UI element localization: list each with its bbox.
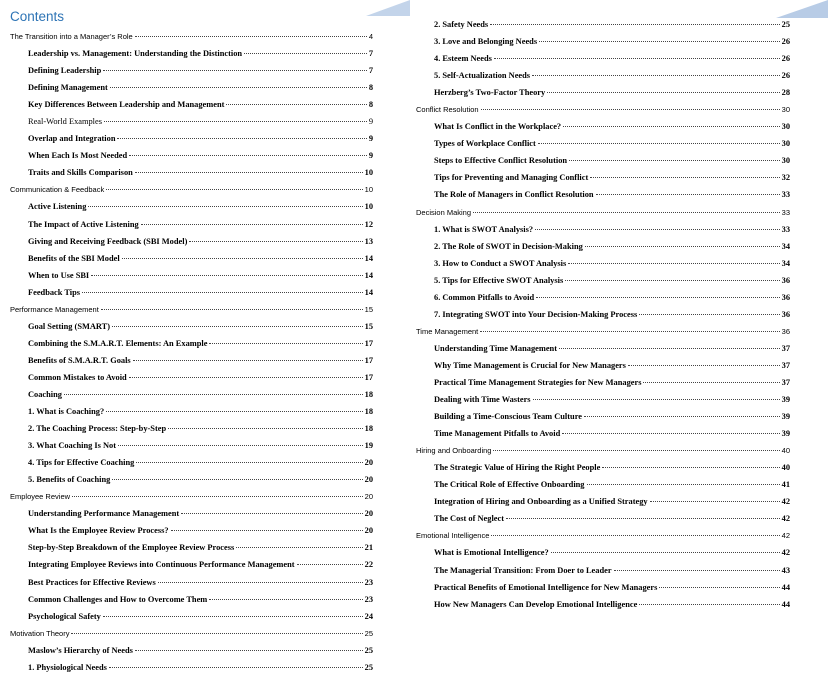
toc-page-number: 26 [781, 37, 790, 47]
toc-page-left [0, 0, 414, 672]
toc-entry-title: Traits and Skills Comparison [28, 168, 133, 178]
toc-entry-title: Conflict Resolution [416, 105, 479, 115]
toc-page-right [414, 0, 828, 609]
toc-section-entry[interactable] [416, 84, 790, 101]
dot-leader [158, 582, 363, 583]
toc-page-number: 9 [368, 134, 373, 144]
toc-entry-title: The Critical Role of Effective Onboarding [434, 480, 585, 490]
dot-leader [141, 224, 363, 225]
toc-page-number: 10 [364, 202, 373, 212]
toc-page-number: 20 [364, 526, 373, 536]
toc-entry-title: Why Time Management is Crucial for New Managers [434, 360, 626, 370]
toc-page-number: 40 [781, 463, 790, 473]
toc-page-number: 36 [781, 292, 790, 302]
toc-page-number: 20 [364, 475, 373, 485]
dot-leader [473, 212, 780, 213]
dot-leader [559, 348, 780, 349]
dot-leader [639, 604, 779, 605]
toc-entry-title: Active Listening [28, 202, 87, 212]
dot-leader [117, 138, 366, 139]
dot-leader [533, 399, 780, 400]
dot-leader [109, 667, 363, 668]
toc-entry-title: Key Differences Between Leadership and Management [28, 100, 225, 110]
dot-leader [297, 564, 363, 565]
toc-list-left [10, 28, 373, 676]
toc-page-number: 24 [364, 611, 373, 621]
toc-entry-title: Types of Workplace Conflict [434, 139, 536, 149]
toc-page-number: 33 [781, 224, 790, 234]
toc-entry-title: What is Emotional Intelligence? [434, 548, 549, 558]
toc-entry-title: Benefits of the SBI Model [28, 253, 120, 263]
toc-page-number: 36 [781, 309, 790, 319]
toc-section-entry[interactable] [416, 118, 790, 135]
toc-entry-title: Leadership vs. Management: Understanding the Distinction [28, 49, 243, 59]
toc-section-entry[interactable] [10, 556, 373, 573]
dot-leader [103, 70, 367, 71]
toc-section-entry[interactable] [10, 233, 373, 250]
dot-leader [551, 552, 780, 553]
toc-entry-title: Understanding Performance Management [28, 509, 180, 519]
toc-section-entry[interactable] [10, 96, 373, 113]
dot-leader [602, 467, 779, 468]
dot-leader [171, 530, 363, 531]
toc-entry-title: Herzberg’s Two-Factor Theory [434, 88, 546, 98]
dot-leader [106, 189, 362, 190]
toc-page-number: 9 [368, 151, 373, 161]
toc-entry-title: 3. How to Conduct a SWOT Analysis [434, 258, 567, 268]
toc-page-number: 19 [364, 441, 373, 451]
toc-entry-title: 2. Safety Needs [434, 20, 489, 29]
toc-entry-title: Goal Setting (SMART) [28, 321, 111, 331]
toc-page-number: 12 [364, 219, 373, 229]
toc-page-number: 14 [364, 270, 373, 280]
dot-leader [562, 433, 779, 434]
toc-page-number: 32 [781, 173, 790, 183]
toc-entry-title: Tips for Preventing and Managing Conflict [434, 173, 589, 183]
toc-page-number: 18 [364, 407, 373, 417]
toc-section-entry[interactable] [416, 476, 790, 493]
dot-leader [584, 416, 780, 417]
toc-chapter-entry[interactable] [10, 625, 373, 642]
toc-page-number: 8 [368, 100, 373, 110]
dot-leader [568, 263, 779, 264]
toc-entry-title: 1. What is Coaching? [28, 407, 105, 417]
dot-leader [532, 75, 780, 76]
toc-section-entry[interactable] [10, 659, 373, 676]
toc-page-number: 9 [368, 117, 373, 127]
toc-section-entry[interactable] [416, 306, 790, 323]
toc-section-entry[interactable] [10, 369, 373, 386]
dot-leader [643, 382, 779, 383]
toc-page-number: 36 [781, 326, 790, 336]
toc-section-entry[interactable] [10, 352, 373, 369]
toc-entry-title: Feedback Tips [28, 287, 81, 297]
dot-leader [136, 462, 362, 463]
toc-entry-title: Practical Benefits of Emotional Intelligence for New Managers [434, 582, 658, 592]
toc-section-entry[interactable] [416, 255, 790, 272]
dot-leader [135, 650, 363, 651]
dot-leader [659, 587, 779, 588]
toc-section-entry[interactable] [10, 454, 373, 471]
toc-section-entry[interactable] [10, 642, 373, 659]
toc-entry-title: Performance Management [10, 304, 99, 314]
toc-chapter-entry[interactable] [10, 28, 373, 45]
toc-entry-title: Maslow’s Hierarchy of Needs [28, 645, 133, 655]
dot-leader [480, 331, 779, 332]
toc-entry-title: Combining the S.M.A.R.T. Elements: An Example [28, 338, 208, 348]
toc-page-number: 30 [781, 139, 790, 149]
toc-section-entry[interactable] [10, 574, 373, 591]
toc-entry-title: What Is the Employee Review Process? [28, 526, 169, 536]
toc-section-entry[interactable] [416, 493, 790, 510]
toc-entry-title: Motivation Theory [10, 628, 70, 638]
dot-leader [493, 450, 779, 451]
toc-page-number: 37 [781, 360, 790, 370]
dot-leader [129, 377, 363, 378]
dot-leader [118, 445, 363, 446]
dot-leader [135, 36, 367, 37]
toc-page-number: 7 [368, 66, 373, 76]
toc-entry-title: Decision Making [416, 207, 472, 217]
toc-section-entry[interactable] [10, 45, 373, 62]
dot-leader [563, 126, 780, 127]
toc-section-entry[interactable] [416, 357, 790, 374]
toc-section-entry[interactable] [10, 420, 373, 437]
toc-entry-title: 4. Esteem Needs [434, 54, 492, 64]
toc-page-number: 43 [781, 565, 790, 575]
toc-chapter-entry[interactable] [10, 488, 373, 505]
dot-leader [106, 411, 362, 412]
toc-chapter-entry[interactable] [416, 527, 790, 544]
toc-entry-title: How New Managers Can Develop Emotional Intelligence [434, 599, 638, 609]
toc-page-number: 30 [781, 122, 790, 132]
dot-leader [535, 229, 780, 230]
dot-leader [101, 309, 363, 310]
toc-section-entry[interactable] [416, 169, 790, 186]
toc-section-entry[interactable] [416, 289, 790, 306]
toc-entry-title: Giving and Receiving Feedback (SBI Model) [28, 236, 188, 246]
toc-section-entry[interactable] [10, 608, 373, 625]
toc-page-number: 15 [364, 321, 373, 331]
toc-page-number: 39 [781, 412, 790, 422]
toc-section-entry[interactable] [10, 591, 373, 608]
toc-section-entry[interactable] [416, 67, 790, 84]
toc-section-entry[interactable] [416, 152, 790, 169]
toc-page-number: 25 [364, 628, 373, 638]
toc-section-entry[interactable] [10, 386, 373, 403]
toc-page-number: 41 [781, 480, 790, 490]
toc-section-entry[interactable] [416, 16, 790, 33]
toc-page-number: 20 [364, 458, 373, 468]
toc-section-entry[interactable] [10, 130, 373, 147]
toc-entry-title: Overlap and Integration [28, 134, 116, 144]
dot-leader [596, 194, 780, 195]
toc-section-entry[interactable] [10, 164, 373, 181]
toc-entry-title: 5. Self-Actualization Needs [434, 71, 531, 81]
toc-section-entry[interactable] [10, 318, 373, 335]
dot-leader [491, 535, 779, 536]
toc-page-number: 25 [781, 20, 790, 29]
toc-entry-title: Time Management Pitfalls to Avoid [434, 429, 561, 439]
toc-page-number: 26 [781, 71, 790, 81]
toc-page-number: 25 [364, 662, 373, 672]
toc-page-number: 25 [364, 645, 373, 655]
toc-section-entry[interactable] [416, 579, 790, 596]
toc-entry-title: Psychological Safety [28, 611, 101, 621]
toc-entry-title: The Managerial Transition: From Doer to Leader [434, 565, 612, 575]
dot-leader [82, 292, 363, 293]
toc-page-number: 42 [781, 514, 790, 524]
toc-entry-title: 1. Physiological Needs [28, 662, 107, 672]
toc-chapter-entry[interactable] [416, 204, 790, 221]
toc-entry-title: 6. Common Pitfalls to Avoid [434, 292, 535, 302]
toc-page-number: 30 [781, 156, 790, 166]
dot-leader [481, 109, 780, 110]
dot-leader [112, 326, 363, 327]
toc-section-entry[interactable] [416, 562, 790, 579]
toc-section-entry[interactable] [10, 437, 373, 454]
toc-entry-title: Practical Time Management Strategies for New Managers [434, 377, 642, 387]
toc-section-entry[interactable] [10, 505, 373, 522]
toc-page-number: 22 [364, 560, 373, 570]
toc-section-entry[interactable] [416, 340, 790, 357]
toc-section-entry[interactable] [416, 510, 790, 527]
dot-leader [189, 241, 362, 242]
toc-entry-title: When to Use SBI [28, 270, 90, 280]
toc-page-number: 18 [364, 389, 373, 399]
dot-leader [64, 394, 363, 395]
toc-entry-title: Steps to Effective Conflict Resolution [434, 156, 568, 166]
dot-leader [112, 479, 362, 480]
toc-page-number: 33 [781, 207, 790, 217]
toc-page-number: 42 [781, 531, 790, 541]
toc-section-entry[interactable] [10, 522, 373, 539]
toc-title: Contents [10, 9, 65, 24]
toc-entry-title: Understanding Time Management [434, 343, 557, 353]
toc-page-number: 4 [368, 32, 373, 41]
toc-page-number: 8 [368, 83, 373, 93]
toc-page-number: 15 [364, 304, 373, 314]
toc-entry-title: Defining Management [28, 83, 108, 93]
toc-page-number: 21 [364, 543, 373, 553]
toc-entry-title: Employee Review [10, 492, 71, 502]
dot-leader [569, 160, 780, 161]
toc-section-entry[interactable] [10, 198, 373, 215]
toc-entry-title: 5. Tips for Effective SWOT Analysis [434, 275, 564, 285]
toc-entry-title: Emotional Intelligence [416, 531, 490, 541]
toc-page-number: 37 [781, 343, 790, 353]
toc-page-number: 13 [364, 236, 373, 246]
dot-leader [110, 87, 367, 88]
toc-entry-title: Communication & Feedback [10, 185, 105, 195]
dot-leader [565, 280, 779, 281]
toc-section-entry[interactable] [416, 33, 790, 50]
toc-entry-title: 5. Benefits of Coaching [28, 475, 111, 485]
toc-section-entry[interactable] [416, 238, 790, 255]
toc-entry-title: Real-World Examples [28, 117, 102, 127]
dot-leader [539, 41, 780, 42]
toc-chapter-entry[interactable] [416, 323, 790, 340]
dot-leader [650, 501, 780, 502]
toc-entry-title: What Is Conflict in the Workplace? [434, 122, 562, 132]
toc-entry-title: The Transition into a Manager’s Role [10, 32, 133, 41]
toc-entry-title: 2. The Coaching Process: Step-by-Step [28, 424, 167, 434]
dot-leader [590, 177, 779, 178]
toc-section-entry[interactable] [416, 272, 790, 289]
toc-page-number: 10 [364, 185, 373, 195]
toc-entry-title: 2. The Role of SWOT in Decision-Making [434, 241, 583, 251]
dot-leader [236, 547, 362, 548]
toc-chapter-entry[interactable] [10, 181, 373, 198]
toc-section-entry[interactable] [10, 79, 373, 96]
toc-section-entry[interactable] [416, 408, 790, 425]
toc-page-number: 20 [364, 509, 373, 519]
toc-entry-title: Step-by-Step Breakdown of the Employee Review Process [28, 543, 235, 553]
dot-leader [72, 496, 363, 497]
dot-leader [181, 513, 362, 514]
toc-page-number: 17 [364, 372, 373, 382]
toc-entry-title: When Each Is Most Needed [28, 151, 128, 161]
toc-section-entry[interactable] [10, 62, 373, 79]
toc-chapter-entry[interactable] [416, 442, 790, 459]
dot-leader [585, 246, 780, 247]
toc-entry-title: 1. What is SWOT Analysis? [434, 224, 534, 234]
toc-entry-title: The Role of Managers in Conflict Resolution [434, 190, 594, 200]
toc-entry-title: 3. What Coaching Is Not [28, 441, 117, 451]
toc-entry-title: Defining Leadership [28, 66, 102, 76]
dot-leader [490, 24, 779, 25]
toc-entry-title: 4. Tips for Effective Coaching [28, 458, 135, 468]
toc-page-number: 18 [364, 424, 373, 434]
dot-leader [494, 58, 780, 59]
toc-entry-title: Time Management [416, 326, 479, 336]
toc-page-number: 44 [781, 582, 790, 592]
toc-section-entry[interactable] [10, 335, 373, 352]
toc-page-number: 14 [364, 287, 373, 297]
toc-entry-title: Dealing with Time Wasters [434, 395, 531, 405]
toc-entry-title: Hiring and Onboarding [416, 446, 492, 456]
dot-leader [226, 104, 366, 105]
toc-page-number: 39 [781, 429, 790, 439]
dot-leader [209, 343, 362, 344]
toc-page-number: 20 [364, 492, 373, 502]
toc-section-entry[interactable] [416, 459, 790, 476]
dot-leader [122, 258, 363, 259]
toc-page-number: 23 [364, 594, 373, 604]
toc-page-number: 42 [781, 497, 790, 507]
toc-section-entry[interactable] [416, 391, 790, 408]
toc-section-entry[interactable] [416, 596, 790, 613]
toc-section-entry[interactable] [10, 267, 373, 284]
dot-leader [71, 633, 362, 634]
toc-page-number: 39 [781, 395, 790, 405]
dot-leader [536, 297, 780, 298]
toc-page-number: 10 [364, 168, 373, 178]
dot-leader [133, 360, 363, 361]
toc-entry-title: Best Practices for Effective Reviews [28, 577, 156, 587]
toc-page-number: 34 [781, 258, 790, 268]
toc-section-entry[interactable] [10, 403, 373, 420]
toc-entry-title: Common Mistakes to Avoid [28, 372, 127, 382]
toc-section-entry[interactable] [10, 147, 373, 164]
toc-chapter-entry[interactable] [416, 101, 790, 118]
toc-entry-title: Integrating Employee Reviews into Continuous Performance Management [28, 560, 295, 570]
dot-leader [547, 92, 779, 93]
toc-entry-title: Integration of Hiring and Onboarding as a Unified Strategy [434, 497, 648, 507]
toc-entry-title: The Strategic Value of Hiring the Right People [434, 463, 601, 473]
toc-section-entry[interactable] [10, 216, 373, 233]
dot-leader [639, 314, 779, 315]
toc-chapter-entry[interactable] [10, 301, 373, 318]
dot-leader [103, 616, 363, 617]
toc-page-number: 26 [781, 54, 790, 64]
toc-page-number: 34 [781, 241, 790, 251]
toc-section-entry[interactable] [416, 135, 790, 152]
toc-page-number: 33 [781, 190, 790, 200]
toc-section-entry[interactable] [10, 113, 373, 130]
dot-leader [168, 428, 363, 429]
toc-entry-title: The Impact of Active Listening [28, 219, 139, 229]
dot-leader [614, 570, 780, 571]
toc-section-entry[interactable] [416, 544, 790, 561]
page-corner-decoration [366, 0, 410, 16]
toc-entry-title: Coaching [28, 389, 62, 399]
toc-list-right [416, 16, 790, 613]
dot-leader [244, 53, 367, 54]
toc-page-number: 14 [364, 253, 373, 263]
dot-leader [538, 143, 780, 144]
toc-entry-title: The Cost of Neglect [434, 514, 505, 524]
toc-entry-title: 3. Love and Belonging Needs [434, 37, 538, 47]
toc-page-number: 30 [781, 105, 790, 115]
toc-page-number: 40 [781, 446, 790, 456]
toc-page-number: 42 [781, 548, 790, 558]
toc-section-entry[interactable] [10, 471, 373, 488]
dot-leader [129, 155, 367, 156]
toc-entry-title: 7. Integrating SWOT into Your Decision-Making Process [434, 309, 638, 319]
dot-leader [88, 206, 362, 207]
dot-leader [104, 121, 367, 122]
dot-leader [587, 484, 780, 485]
toc-entry-title: Common Challenges and How to Overcome Them [28, 594, 208, 604]
toc-page-number: 23 [364, 577, 373, 587]
toc-section-entry[interactable] [416, 374, 790, 391]
toc-page-number: 36 [781, 275, 790, 285]
dot-leader [209, 599, 362, 600]
toc-page-number: 44 [781, 599, 790, 609]
dot-leader [91, 275, 362, 276]
toc-section-entry[interactable] [10, 284, 373, 301]
toc-page-number: 28 [781, 88, 790, 98]
toc-page-number: 17 [364, 338, 373, 348]
toc-section-entry[interactable] [416, 50, 790, 67]
toc-entry-title: Building a Time-Conscious Team Culture [434, 412, 582, 422]
dot-leader [135, 172, 363, 173]
toc-section-entry[interactable] [10, 539, 373, 556]
toc-section-entry[interactable] [416, 425, 790, 442]
toc-page-number: 7 [368, 49, 373, 59]
toc-entry-title: Benefits of S.M.A.R.T. Goals [28, 355, 131, 365]
toc-page-number: 17 [364, 355, 373, 365]
dot-leader [506, 518, 780, 519]
toc-page-number: 37 [781, 377, 790, 387]
dot-leader [628, 365, 780, 366]
toc-section-entry[interactable] [416, 186, 790, 203]
toc-section-entry[interactable] [10, 250, 373, 267]
toc-section-entry[interactable] [416, 221, 790, 238]
